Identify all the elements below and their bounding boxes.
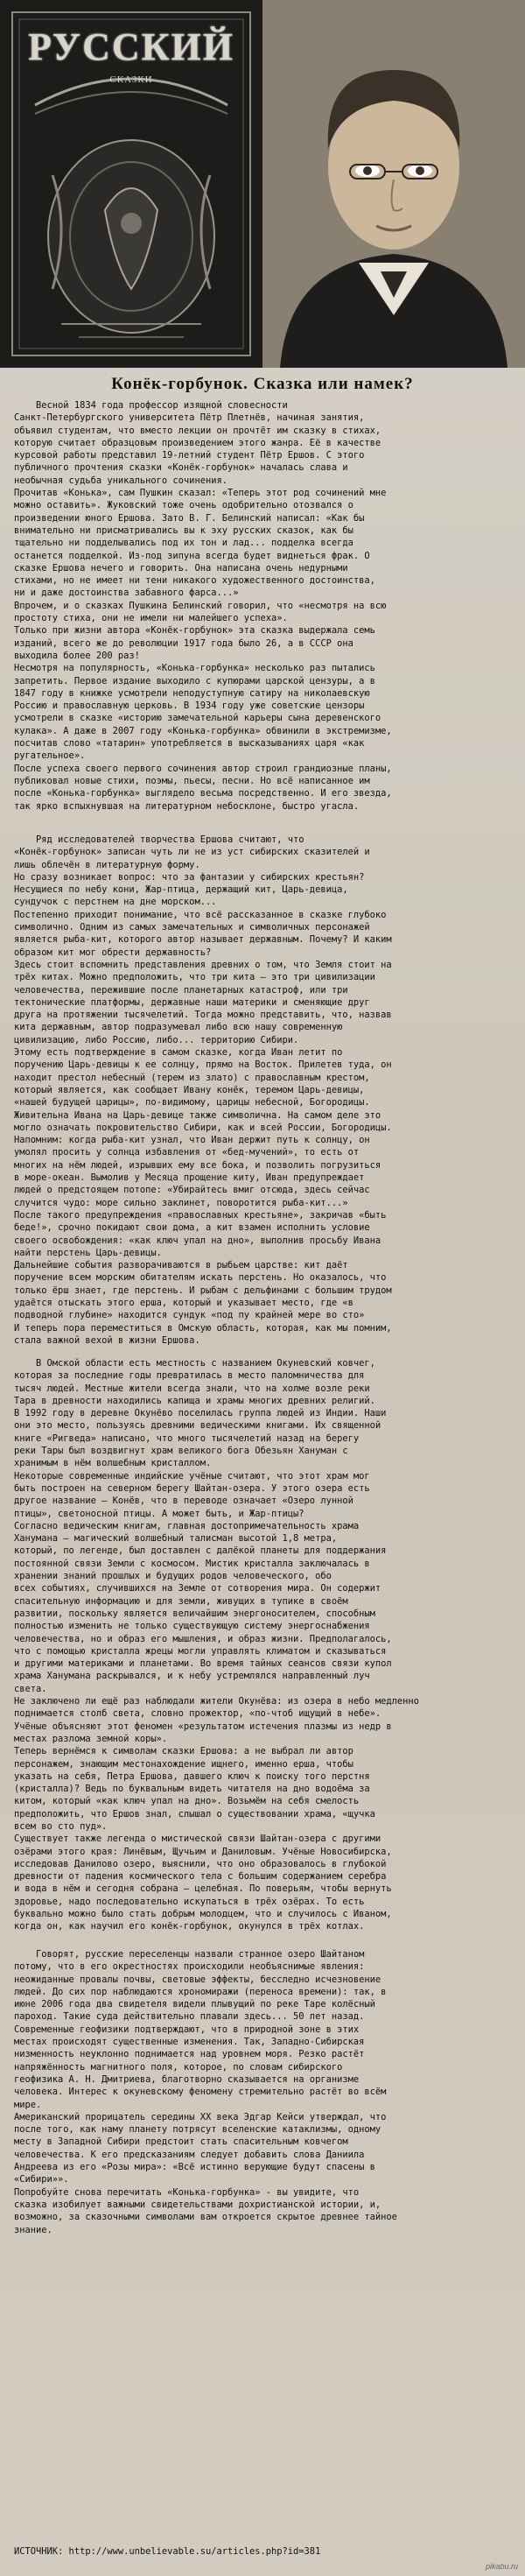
text-line: которая за последние годы превратилась в место паломничества для: [14, 1370, 365, 1382]
text-line: В 1992 году в деревне Окунёво поселилась группа людей из Индии. Наши: [14, 1408, 387, 1419]
text-line: Американский прорицатель середины XX века Эдгар Кейси утверждал, что: [14, 2111, 387, 2122]
text-line: произведении юного Ершова. Зато В. Г. Белинский написал: «Как бы: [14, 512, 365, 524]
text-line: Весной 1834 года профессор изящной словесности: [14, 400, 288, 411]
text-line: Этому есть подтверждение в самом сказке, когда Иван летит по: [14, 1047, 343, 1059]
text-line: простоту стиха, они не имели ни малейшего успеха».: [14, 613, 288, 624]
text-line: запретить. Первое издание выходило с купюрами царской цензуры, а в: [14, 675, 375, 686]
text-line: что с помощью кристалла жрецы могли управлять климатом и сказываться: [14, 1645, 387, 1657]
text-line: найти перстень Царь-девицы.: [14, 1247, 162, 1258]
text-line: 1847 году в книжке усмотрели неподуступную сатиру на николаевскую: [14, 687, 370, 699]
text-line: так ярко вспыхнувшая на литературном небосклоне, быстро угасла.: [14, 800, 360, 812]
text-line: Здесь стоит вспомнить представления древних о том, что Земля стоит на: [14, 959, 392, 970]
text-line: Напомним: когда рыба-кит узнал, что Иван держит путь к солнцу, он: [14, 1135, 370, 1146]
text-line: После успеха своего первого сочинения автор строил грандиозные планы,: [14, 763, 392, 774]
text-line: усмотрели в сказке «историю замечательной карьеры сына деревенского: [14, 713, 382, 724]
text-line: хранимым в нём волшебным кристаллом.: [14, 1458, 212, 1469]
text-line: В Омской области есть местность с названием Окуневский ковчег,: [14, 1358, 375, 1369]
text-line: поручение всем морским обитателям искать перстень. Но оказалось, что: [14, 1272, 387, 1284]
article-title: Конёк-горбунок. Сказка или намек?: [111, 375, 414, 393]
text-line: неожиданные провалы почвы, световые эффекты, бесследно исчезновение: [14, 1974, 382, 1985]
text-line: всех событиях, случившихся на Земле от сотворения мира. Он содержит: [14, 1583, 382, 1594]
text-line: только ёрш знает, где перстень. И рыбам с дельфинами с большим трудом: [14, 1284, 392, 1296]
source-line: [14, 2546, 320, 2557]
text-line: Санкт-Петербургского университета Пётр Плетнёв, начиная занятия,: [14, 412, 365, 424]
text-line: Теперь вернёмся к символам сказки Ершова: а не выбрал ли автор: [14, 1746, 354, 1757]
text-line: сказке Ершова нечего и говорить. Она написана очень недурными: [14, 562, 348, 574]
text-line: китом, который «как ключ упал на дно». Возьмём на себя смелость: [14, 1796, 360, 1807]
text-line: тщательно ни подделывались под их тон и лад... подделка всегда: [14, 538, 354, 549]
text-line: потому, что в его окрестностях происходили необъяснимые явления:: [14, 1961, 365, 1973]
paragraph-2: [14, 834, 513, 1347]
text-line: находит престол небесный (терем из злато) с православным крестом,: [14, 1072, 370, 1083]
text-line: умолял просить у солнца избавления от «бед-мучений», то есть от: [14, 1147, 360, 1158]
cover-subtitle: СКАЗКИ: [109, 74, 153, 85]
author-portrait-image: [262, 0, 525, 368]
text-line: и вода в нём и сегодня собрана – целебная. По поверьям, чтобы вернуть: [14, 1883, 392, 1895]
text-line: удаётся отыскать этого ерша, который и указывает место, где «в: [14, 1297, 354, 1308]
text-line: книге «Ригведа» написано, что много тысячелетий назад на берегу: [14, 1432, 360, 1444]
text-line: «Сибири»».: [14, 2174, 69, 2185]
text-line: тысяч людей. Местные жители всегда знали, что на холме возле реки: [14, 1383, 370, 1394]
text-line: кита державным, автор подразумевал либо всю нашу современную: [14, 1022, 343, 1033]
text-line: возможно, за сказочными символами вам откроется скрытое древнее тайное: [14, 2212, 397, 2223]
text-line: могло означать покровительство Сибири, как и всей России, Богородицы.: [14, 1122, 392, 1133]
text-line: случится чудо: море сильно заклинет, поворотится рыба-кит...»: [14, 1197, 348, 1208]
text-line: всем во сто пуд».: [14, 1820, 108, 1832]
text-line: образом кит мог обрести державность?: [14, 947, 212, 958]
text-line: (кристалла)? Ведь по буквальным видеть читателя на дно водоёма за: [14, 1784, 370, 1795]
text-line: можно оставить». Жуковский тоже очень одобрительно отозвался о: [14, 500, 354, 511]
text-line: ругательное».: [14, 750, 86, 762]
book-cover-image: [0, 0, 262, 368]
text-line: которую считает образцовым произведением этого жанра. Её в качестве: [14, 437, 382, 448]
text-line: «нашей будущей царицы», по-видимому, царицы небесной, Богородицы.: [14, 1097, 370, 1109]
text-line: полностью изменить не только существующую систему энергоснабжения: [14, 1621, 370, 1632]
text-line: стихами, но не имеет ни тени никакого художественного достоинства,: [14, 575, 375, 587]
text-line: в море-океан. Вымолив у Месяца прощение киту, Иван предупреждает: [14, 1172, 365, 1184]
text-line: света.: [14, 1683, 47, 1694]
text-line: спасительную информацию и для земли, живущих в тупике в своём: [14, 1595, 348, 1607]
text-line: буквально можно было стать добрым молодцем, что и случилось с Иваном,: [14, 1909, 392, 1920]
text-line: Современные геофизики подтверждают, что в природной зоне в этих: [14, 2023, 360, 2035]
text-line: Но сразу возникает вопрос: что за фантазии у сибирских крестьян?: [14, 871, 365, 883]
text-line: постоянной связи Земли с космосом. Мистик кристалла заключалась в: [14, 1558, 370, 1569]
text-line: курсовой работы представил 19-летний студент Пётр Ершов. С этого: [14, 450, 365, 461]
text-line: кулака». А даже в 2007 году «Конька-горбунка» обвинили в экстремизме,: [14, 725, 392, 736]
text-line: Тара в древности находились капища и храмы многих древних религий.: [14, 1395, 375, 1406]
text-line: объявил студентам, что вместо лекции он прочтёт им сказку в стихах,: [14, 425, 382, 436]
text-line: указать на себя, Петра Ершова, давшего ключ к поиску того перстня: [14, 1770, 370, 1782]
text-line: предположить, что Ершов знал, слышал о существовании храма, «щучка: [14, 1808, 375, 1819]
text-line: Несмотря на популярность, «Конька-горбунка» несколько раз пытались: [14, 663, 375, 674]
text-line: персонажем, знающим местонахождение ищнего, именно ерша, чтобы: [14, 1758, 354, 1770]
text-line: Впрочем, и о сказках Пушкина Белинский говорил, что «несмотря на всю: [14, 600, 387, 611]
text-line: мире.: [14, 2099, 42, 2110]
header-images: [0, 0, 525, 368]
paragraph-4: [14, 1948, 513, 2236]
text-line: Несущиеся по небу кони, Жар-птица, держащий кит, Царь-девица,: [14, 884, 348, 896]
text-line: трёх китах. Можно предположить, что три кита – это три цивилизации: [14, 972, 375, 983]
text-line: развитии, поскольку является величайшим энергоносителем, способным: [14, 1608, 375, 1619]
text-line: многих на нём людей, изрывших ему все бока, и позволить погрузиться: [14, 1159, 382, 1171]
text-line: людей. До сих пор наблюдаются хрономиражи (переноса времени): так, в: [14, 1986, 387, 1997]
text-line: быть построен на северном берегу Шайтан-озера. У этого озера есть: [14, 1482, 370, 1494]
text-line: После такого предупреждения «православных крестьяне», закричав «быть: [14, 1209, 387, 1221]
text-line: людей о предстоящем потопе: «Убирайтесь вмиг отсюда, здесь сейчас: [14, 1185, 370, 1196]
text-line: подводной глубине» находится сундук «под пу крайней мере во сто»: [14, 1310, 365, 1321]
text-line: хранении знаний прошлых и будущих родов человеческого, обо: [14, 1571, 332, 1582]
text-line: сундучок с перстнем на дне морском...: [14, 897, 217, 908]
text-line: Живительна Ивана на Царь-девице также символична. На самом деле это: [14, 1109, 382, 1121]
text-line: лишь облечён в литературную форму.: [14, 859, 200, 870]
text-line: Ряд исследователей творчества Ершова считают, что: [14, 834, 304, 845]
text-line: Постепенно приходит понимание, что всё рассказанное в сказке глубоко: [14, 909, 387, 920]
text-line: другое название – Конёв, что в переводе означает «Озеро лунной: [14, 1496, 354, 1507]
text-line: Только при жизни автора «Конёк-горбунок» эта сказка выдержала семь: [14, 625, 375, 637]
text-line: Существует также легенда о мистической связи Шайтан-озера с другими: [14, 1833, 382, 1845]
text-line: Некоторые современные индийские учёные считают, что этот храм мог: [14, 1470, 370, 1482]
text-line: реки Тары был воздвигнут храм великого бога Обезьян Хануман с: [14, 1446, 348, 1457]
paragraph-3: [14, 1357, 513, 1933]
text-line: Россию и православную церковь. В 1934 году уже советские цензоры: [14, 700, 365, 712]
watermark: pikabu.ru: [485, 2562, 518, 2571]
text-line: месту в Западной Сибири предстоит стать спасительным ковчегом: [14, 2136, 348, 2148]
source-link[interactable]: ИСТОЧНИК: http://www.unbelievable.su/articles.php?id=381: [14, 2546, 321, 2557]
text-line: древности от падения космического тела с большим содержанием серебра: [14, 1871, 387, 1883]
text-line: низменность неуклонно поднимается над уровнем моря. Резко растёт: [14, 2049, 365, 2060]
text-line: Согласно ведическим книгам, главная достопримечательность храма: [14, 1520, 360, 1531]
text-line: символично. Одним из самых замечательных и символичных персонажей: [14, 922, 370, 933]
text-line: Не заключено ли ещё раз наблюдали жители Окунёва: из озера в небо медленно: [14, 1696, 419, 1707]
text-line: поручению Царь-девицы к ее солнцу, прямо на Восток. Прилетев туда, он: [14, 1059, 392, 1071]
text-line: здоровье, надо последовательно искупаться в трёх озёрах. То есть: [14, 1896, 365, 1907]
text-line: поднимается столб света, словно прожектор, «по-чтоб ищущий в небе».: [14, 1708, 382, 1720]
text-line: сказка изобилует важными свидетельствами дохристианской истории, и,: [14, 2199, 382, 2210]
text-line: озёрами этого края: Линёвым, Щучьим и Даниловым. Учёные Новосибирска,: [14, 1846, 392, 1857]
text-line: стала важной вехой в жизни Ершова.: [14, 1334, 200, 1346]
text-line: тектонические платформы, державные наши материки и сменяющие друг: [14, 996, 370, 1008]
text-line: после того, как наму планету потрясут вселенские катаклизмы, одному: [14, 2124, 382, 2136]
text-line: Попробуйте снова перечитать «Конька-горбунка» - вы увидите, что: [14, 2186, 360, 2198]
text-line: Говорят, русские переселенцы назвали странное озеро Шайтаном: [14, 1949, 365, 1960]
text-line: Андреева из его «Розы мира»: «Всё истинно верующие будут спасены в: [14, 2162, 375, 2173]
text-line: Ханумана – магический волшебный талисман высотой 1,8 метра,: [14, 1533, 338, 1545]
text-line: Прочитав «Конька», сам Пушкин сказал: «Теперь этот род сочинений мне: [14, 488, 387, 499]
text-line: останется подделкой. Из-под зипуна всегда будет виднеться фрак. О: [14, 550, 370, 561]
text-line: напряжённость магнитного поля, которое, по словам сибирского: [14, 2061, 343, 2073]
text-line: местах происходят существенные изменения. Так, Западно-Сибирская: [14, 2037, 365, 2048]
text-line: июне 2006 года два свидетеля видели плывущий по реке Таре колёсный: [14, 1999, 375, 2010]
text-line: Дальнейшие события разворачиваются в рыбьем царстве: кит даёт: [14, 1260, 348, 1271]
text-line: беде!», срочно покидают свои дома, а кит взамен исполнить условие: [14, 1222, 370, 1234]
text-line: после «Конька-горбунка» выглядело весьма посредственно. И его звезда,: [14, 788, 392, 799]
text-line: и другими материками и планетами. Во время тайных сеансов связи купол: [14, 1658, 392, 1670]
text-line: выходила более 200 раз!: [14, 650, 140, 661]
text-line: ни и даже достоинства забавного фарса...»: [14, 588, 239, 599]
text-line: храма Ханумана раскрывался, и к небу устремлялся направленный луч: [14, 1671, 370, 1682]
text-line: «Конёк-горбунок» записан чуть ли не из уст сибирских сказителей и: [14, 847, 370, 858]
text-line: И теперь пора переместиться в Омскую область, которая, как мы помним,: [14, 1322, 392, 1334]
text-line: который является, как сообщает Ивану конёк, теремом Царь-девицы,: [14, 1084, 365, 1095]
text-line: своего освобождения: «как ключ упал на дно», выполнив просьбу Ивана: [14, 1235, 382, 1246]
text-line: Учёные объясняют этот феномен «результатом истечения плазмы из недр в: [14, 1721, 392, 1732]
text-line: посчитав слово «татарин» употребляется в высказываниях царя «как: [14, 738, 365, 750]
text-line: исследовав Данилово озеро, выяснили, что оно образовалось в глубокой: [14, 1858, 387, 1869]
text-line: знание.: [14, 2224, 52, 2235]
text-line: птицы», светоносной птицы. А может быть, и Жар-птицы?: [14, 1508, 304, 1519]
text-line: человека. Интерес к окуневскому феномену стремительно растёт во всём: [14, 2087, 387, 2098]
text-line: человечества, но и образ его мышления, и образ жизни. Предполагалось,: [14, 1633, 392, 1644]
text-line: пароход. Такие суда действительно плавали здесь... 50 лет назад.: [14, 2011, 365, 2023]
article-body: [0, 368, 525, 2576]
text-line: который, по легенде, был доставлен с далёкой планеты для поддержания: [14, 1545, 387, 1557]
text-line: геофизика А. Н. Дмитриева, благотворно сказывается на организме: [14, 2073, 360, 2085]
paragraph-1: [14, 399, 513, 813]
text-line: человечества, пережившие после планетарных катастроф, или три: [14, 984, 348, 996]
text-line: изданий, всего же до революции 1917 года было 26, а в СССР она: [14, 637, 354, 649]
text-line: публиковал новые стихи, поэмы, пьесы, песни. Но всё написанное им: [14, 775, 370, 786]
text-line: друга на протяжении тысячелетий. Тогда можно представить, что, назвав: [14, 1010, 392, 1021]
text-line: публичного прочтения сказки «Конёк-горбунок» началась слава и: [14, 462, 348, 474]
text-line: они это место, пользуясь древними ведическими книгами. Их священной: [14, 1420, 382, 1432]
cover-title: РУССКИЙ: [28, 25, 234, 68]
text-line: цивилизацию, либо Россию, либо... территорию Сибири.: [14, 1034, 299, 1045]
text-line: необычная судьба уникального сочинения.: [14, 475, 228, 486]
text-line: внимательно ни присматривались вы к эху русских сказок, как бы: [14, 524, 354, 536]
text-line: местах разлома земной коры».: [14, 1733, 168, 1744]
text-line: когда он, как научил его конёк-горбунок, окунулся в трёх котлах.: [14, 1921, 365, 1932]
text-line: человечества. К его предсказаниям следует добавить слова Даниила: [14, 2149, 365, 2160]
text-line: является рыба-кит, которого автор называет державным. Почему? И каким: [14, 934, 392, 946]
